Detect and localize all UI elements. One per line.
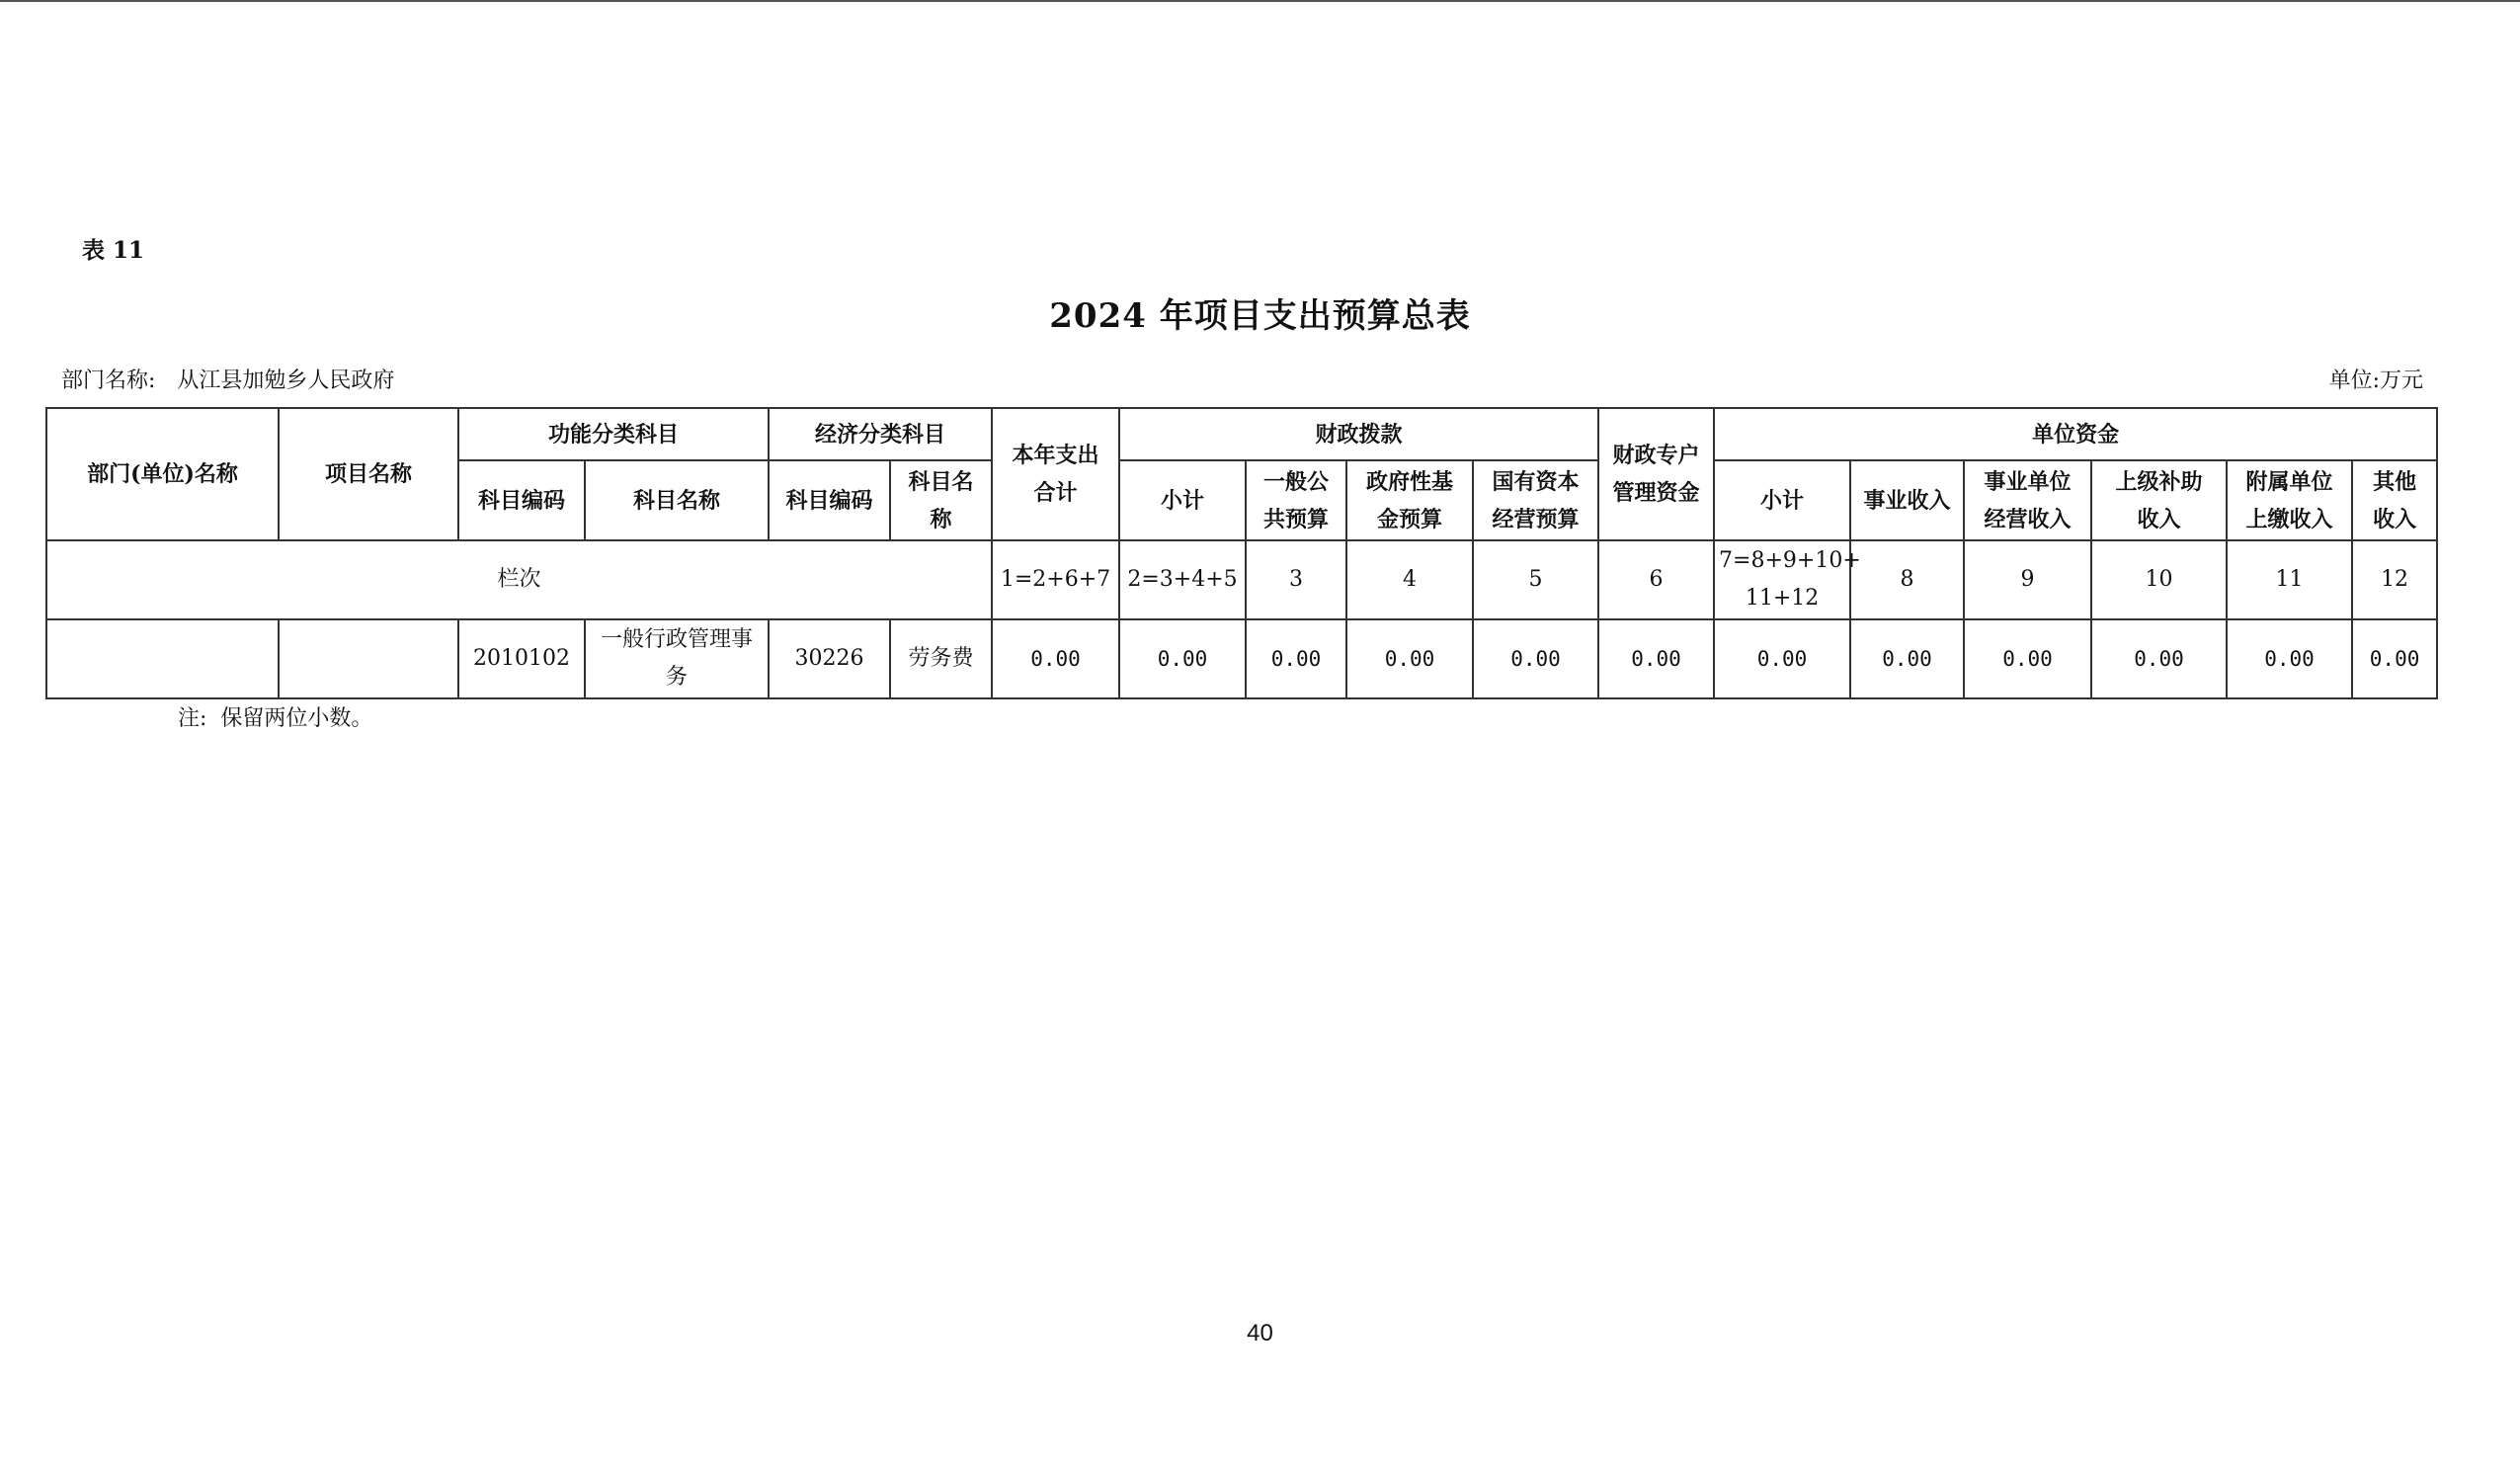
header-unit-funds: 单位资金 <box>1714 408 2437 460</box>
header-project-name: 项目名称 <box>279 408 458 540</box>
header-fiscal-appropriation: 财政拨款 <box>1119 408 1598 460</box>
cell-other-income: 0.00 <box>2352 619 2437 698</box>
column-code-6: 6 <box>1598 540 1714 619</box>
cell-econ-code: 30226 <box>769 619 890 698</box>
cell-gov-fund-budget: 0.00 <box>1346 619 1473 698</box>
cell-general-budget: 0.00 <box>1246 619 1346 698</box>
footnote-text: 保留两位小数。 <box>220 706 373 731</box>
cell-project <box>279 619 458 698</box>
column-code-10: 10 <box>2091 540 2227 619</box>
cell-special-account: 0.00 <box>1598 619 1714 698</box>
header-state-capital-budget: 国有资本 经营预算 <box>1473 460 1598 540</box>
top-border-line <box>0 0 2520 2</box>
column-code-9: 9 <box>1964 540 2091 619</box>
page-number: 40 <box>1247 1320 1273 1347</box>
column-code-3: 3 <box>1246 540 1346 619</box>
table-number: 表 11 <box>82 237 145 264</box>
department-line <box>61 364 394 394</box>
unit-label: 单位:万元 <box>2328 368 2423 393</box>
column-code-11: 11 <box>2227 540 2352 619</box>
header-econ-name: 科目名 称 <box>890 460 992 540</box>
column-code-1: 1=2+6+7 <box>992 540 1119 619</box>
header-other-income: 其他 收入 <box>2352 460 2437 540</box>
header-affiliated-unit-income: 附属单位 上缴收入 <box>2227 460 2352 540</box>
header-dept-unit-name: 部门(单位)名称 <box>46 408 279 540</box>
header-row-1 <box>46 408 2437 460</box>
cell-fiscal-subtotal: 0.00 <box>1119 619 1246 698</box>
column-code-label: 栏次 <box>46 540 992 619</box>
cell-func-name: 一般行政管理事 务 <box>585 619 769 698</box>
column-code-4: 4 <box>1346 540 1473 619</box>
cell-total: 0.00 <box>992 619 1119 698</box>
header-gov-fund-budget: 政府性基 金预算 <box>1346 460 1473 540</box>
department-label: 部门名称: <box>61 368 156 393</box>
header-func-code: 科目编码 <box>458 460 585 540</box>
department-value: 从江县加勉乡人民政府 <box>177 368 395 393</box>
cell-superior-subsidy: 0.00 <box>2091 619 2227 698</box>
header-fiscal-subtotal: 小计 <box>1119 460 1246 540</box>
budget-table <box>45 407 2438 699</box>
cell-business-operating-income: 0.00 <box>1964 619 2091 698</box>
column-code-12: 12 <box>2352 540 2437 619</box>
header-unit-subtotal: 小计 <box>1714 460 1850 540</box>
column-code-2: 2=3+4+5 <box>1119 540 1246 619</box>
cell-state-capital-budget: 0.00 <box>1473 619 1598 698</box>
page-title: 2024 年项目支出预算总表 <box>1049 296 1471 336</box>
header-superior-subsidy: 上级补助 收入 <box>2091 460 2227 540</box>
header-econ-code: 科目编码 <box>769 460 890 540</box>
footnote <box>178 701 372 732</box>
column-code-7: 7=8+9+10+ 11+12 <box>1714 540 1850 619</box>
header-function-class: 功能分类科目 <box>458 408 769 460</box>
column-code-8: 8 <box>1850 540 1964 619</box>
cell-business-income: 0.00 <box>1850 619 1964 698</box>
header-total: 本年支出 合计 <box>992 408 1119 540</box>
cell-func-code: 2010102 <box>458 619 585 698</box>
header-general-budget: 一般公 共预算 <box>1246 460 1346 540</box>
header-economic-class: 经济分类科目 <box>769 408 992 460</box>
cell-econ-name: 劳务费 <box>890 619 992 698</box>
cell-unit-subtotal: 0.00 <box>1714 619 1850 698</box>
header-special-account: 财政专户 管理资金 <box>1598 408 1714 540</box>
column-code-5: 5 <box>1473 540 1598 619</box>
cell-affiliated-unit-income: 0.00 <box>2227 619 2352 698</box>
header-business-income: 事业收入 <box>1850 460 1964 540</box>
column-code-row <box>46 540 2437 619</box>
table-row <box>46 619 2437 698</box>
header-func-name: 科目名称 <box>585 460 769 540</box>
header-business-operating-income: 事业单位 经营收入 <box>1964 460 2091 540</box>
cell-dept <box>46 619 279 698</box>
footnote-label: 注: <box>178 706 207 731</box>
